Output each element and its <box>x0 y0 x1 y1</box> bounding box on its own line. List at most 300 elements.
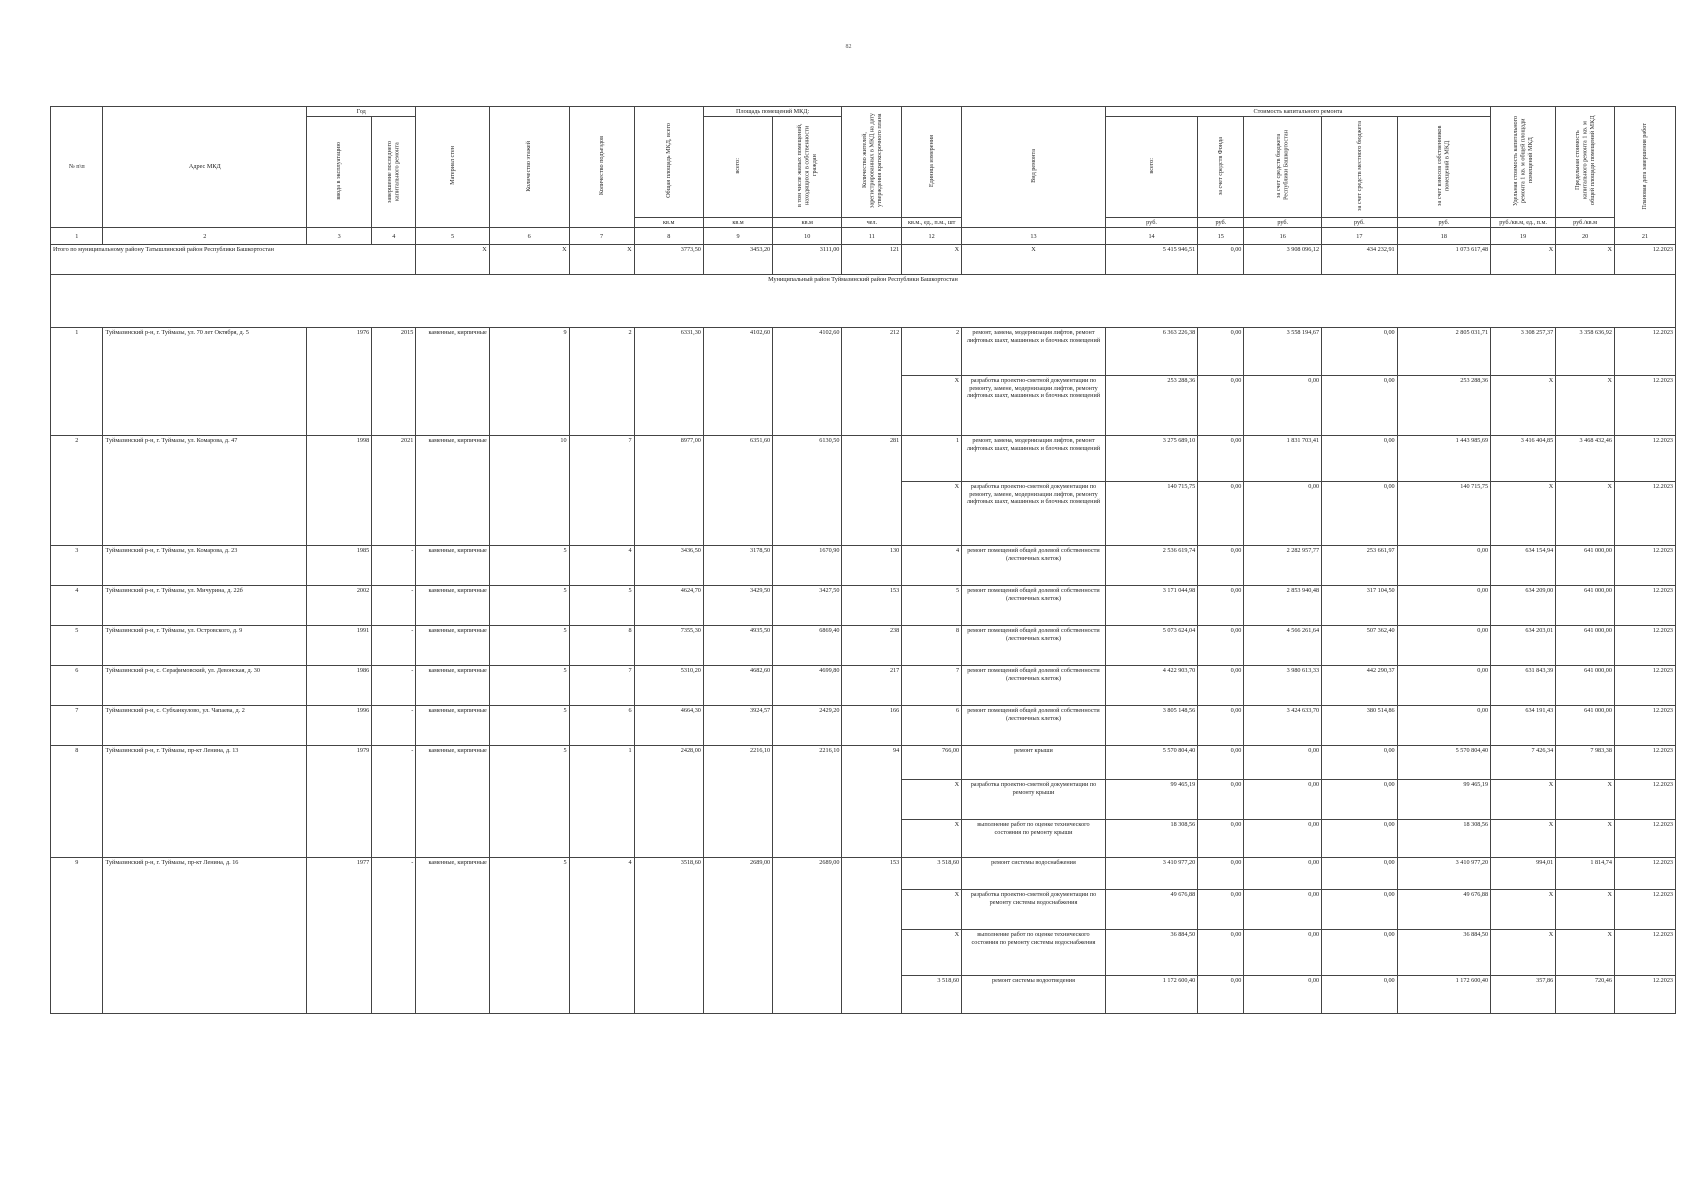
row-fund: 0,00 <box>1198 666 1244 706</box>
row-owners: 0,00 <box>1397 706 1490 746</box>
header-local: за счет средств местного бюджета <box>1322 117 1398 217</box>
row-cost-total: 36 884,50 <box>1105 930 1197 976</box>
row-area-contrib: 4102,60 <box>773 328 842 436</box>
row-area-contrib: 2689,00 <box>773 858 842 1014</box>
row-address: Туймазинский р-н, г. Туймазы, пр-кт Ленина, д. 13 <box>103 746 307 858</box>
row-entrances: 7 <box>569 436 634 546</box>
row-local: 0,00 <box>1322 780 1398 820</box>
row-wall-material: каменные, кирпичные <box>416 586 489 626</box>
row-unit-cost: 3 308 257,37 <box>1491 328 1556 376</box>
header-cost-total: всего: <box>1105 117 1197 217</box>
header-entrances: Количество подъездов <box>569 107 634 228</box>
row-limit-cost: 641 000,00 <box>1556 706 1615 746</box>
row-cost-total: 99 465,19 <box>1105 780 1197 820</box>
row-floors: 5 <box>489 626 569 666</box>
row-unit: 4 <box>902 546 962 586</box>
row-year-last-repair: - <box>372 546 416 586</box>
row-unit: 5 <box>902 586 962 626</box>
row-unit-cost: X <box>1491 930 1556 976</box>
row-republic: 2 853 940,48 <box>1244 586 1322 626</box>
row-entrances: 7 <box>569 666 634 706</box>
header-residents: Количество жителей, зарегистрированных в МКД на дату утверждения краткосрочного плана <box>842 107 902 218</box>
row-wall-material: каменные, кирпичные <box>416 546 489 586</box>
row-address: Туймазинский р-н, г. Туймазы, ул. Комарова, д. 23 <box>103 546 307 586</box>
unit-rub-owners: руб. <box>1397 217 1490 227</box>
row-limit-cost: 7 983,38 <box>1556 746 1615 780</box>
unit-rub-sqm: руб./кв.м <box>1556 217 1615 227</box>
header-unit: Единица измерения <box>902 107 962 218</box>
col-number: 5 <box>416 228 489 245</box>
row-deadline: 12.2023 <box>1614 890 1675 930</box>
row-address: Туймазинский р-н, г. Туймазы, ул. Островского, д. 9 <box>103 626 307 666</box>
row-local: 380 514,86 <box>1322 706 1398 746</box>
row-republic: 0,00 <box>1244 976 1322 1014</box>
row-unit-cost: 631 843,39 <box>1491 666 1556 706</box>
header-repair-type: Вид ремонта <box>962 107 1106 228</box>
row-republic: 4 566 261,64 <box>1244 626 1322 666</box>
table-row <box>51 666 1676 706</box>
row-floors: 5 <box>489 858 569 1014</box>
row-number: 8 <box>51 746 103 858</box>
header-premises-area: Площадь помещений МКД: <box>703 107 842 117</box>
row-republic: 0,00 <box>1244 482 1322 546</box>
row-area-all: 4935,50 <box>703 626 772 666</box>
total-area-all: 3453,20 <box>703 245 772 275</box>
row-republic: 1 831 703,41 <box>1244 436 1322 482</box>
col-number: 8 <box>634 228 703 245</box>
row-unit-cost: 634 191,43 <box>1491 706 1556 746</box>
row-residents: 238 <box>842 626 902 666</box>
row-deadline: 12.2023 <box>1614 976 1675 1014</box>
total-x: X <box>962 245 1106 275</box>
row-year-commission: 1991 <box>307 626 372 666</box>
row-local: 0,00 <box>1322 858 1398 890</box>
row-entrances: 4 <box>569 858 634 1014</box>
row-area-contrib: 6130,50 <box>773 436 842 546</box>
table-row <box>51 328 1676 376</box>
row-unit: 1 <box>902 436 962 482</box>
row-unit-cost: X <box>1491 780 1556 820</box>
total-republic: 3 908 096,12 <box>1244 245 1322 275</box>
row-area-all: 4102,60 <box>703 328 772 436</box>
header-year-commission: ввода в эксплуатацию <box>307 117 372 228</box>
table-row <box>51 706 1676 746</box>
row-owners: 0,00 <box>1397 586 1490 626</box>
row-unit: X <box>902 930 962 976</box>
row-wall-material: каменные, кирпичные <box>416 328 489 436</box>
col-number: 15 <box>1198 228 1244 245</box>
row-wall-material: каменные, кирпичные <box>416 706 489 746</box>
row-cost-total: 140 715,75 <box>1105 482 1197 546</box>
row-floors: 5 <box>489 746 569 858</box>
row-unit: 2 <box>902 328 962 376</box>
table-row <box>51 546 1676 586</box>
row-owners: 2 805 031,71 <box>1397 328 1490 376</box>
row-address: Туймазинский р-н, с. Серафимовский, ул. Девонская, д. 30 <box>103 666 307 706</box>
row-repair-type: ремонт крыши <box>962 746 1106 780</box>
row-deadline: 12.2023 <box>1614 930 1675 976</box>
row-fund: 0,00 <box>1198 328 1244 376</box>
row-repair-type: ремонт системы водоснабжения <box>962 858 1106 890</box>
header-fund: за счет средств Фонда <box>1198 117 1244 217</box>
row-entrances: 4 <box>569 546 634 586</box>
row-floors: 5 <box>489 546 569 586</box>
row-limit-cost: 641 000,00 <box>1556 626 1615 666</box>
row-residents: 153 <box>842 586 902 626</box>
column-numbers-row <box>51 228 1676 245</box>
row-deadline: 12.2023 <box>1614 746 1675 780</box>
row-repair-type: разработка проектно-сметной документации по ремонту крыши <box>962 780 1106 820</box>
row-republic: 3 424 633,70 <box>1244 706 1322 746</box>
row-fund: 0,00 <box>1198 546 1244 586</box>
header-owners: за счет взносов собственников помещений в МКД <box>1397 117 1490 217</box>
capital-repair-register <box>50 106 1676 1014</box>
header-no: № п\п <box>51 107 103 228</box>
row-owners: 99 465,19 <box>1397 780 1490 820</box>
row-limit-cost: 1 814,74 <box>1556 858 1615 890</box>
row-area-all: 3924,57 <box>703 706 772 746</box>
row-cost-total: 253 288,36 <box>1105 376 1197 436</box>
row-area-all: 6351,60 <box>703 436 772 546</box>
row-owners: 3 410 977,20 <box>1397 858 1490 890</box>
row-year-last-repair: - <box>372 858 416 1014</box>
row-year-last-repair: - <box>372 626 416 666</box>
row-unit-cost: 634 203,01 <box>1491 626 1556 666</box>
unit-rub-fund: руб. <box>1198 217 1244 227</box>
row-owners: 36 884,50 <box>1397 930 1490 976</box>
total-deadline: 12.2023 <box>1614 245 1675 275</box>
row-wall-material: каменные, кирпичные <box>416 436 489 546</box>
row-fund: 0,00 <box>1198 706 1244 746</box>
row-total-area: 6331,30 <box>634 328 703 436</box>
row-unit: 6 <box>902 706 962 746</box>
header-wall-material: Материал стен <box>416 107 489 228</box>
row-limit-cost: 3 358 636,92 <box>1556 328 1615 376</box>
row-year-commission: 1979 <box>307 746 372 858</box>
row-wall-material: каменные, кирпичные <box>416 746 489 858</box>
row-limit-cost: 641 000,00 <box>1556 546 1615 586</box>
row-unit: X <box>902 482 962 546</box>
total-owners: 1 073 617,48 <box>1397 245 1490 275</box>
row-unit-cost: 7 426,34 <box>1491 746 1556 780</box>
row-local: 0,00 <box>1322 930 1398 976</box>
row-limit-cost: X <box>1556 376 1615 436</box>
row-entrances: 5 <box>569 586 634 626</box>
row-unit-cost: 634 154,94 <box>1491 546 1556 586</box>
row-year-commission: 1977 <box>307 858 372 1014</box>
row-cost-total: 3 805 148,56 <box>1105 706 1197 746</box>
row-deadline: 12.2023 <box>1614 858 1675 890</box>
row-fund: 0,00 <box>1198 780 1244 820</box>
row-residents: 281 <box>842 436 902 546</box>
row-local: 0,00 <box>1322 482 1398 546</box>
row-owners: 18 308,56 <box>1397 820 1490 858</box>
row-local: 507 362,40 <box>1322 626 1398 666</box>
row-deadline: 12.2023 <box>1614 780 1675 820</box>
header-area-contrib: в том числе жилых помещений, находящихся в собственности граждан <box>773 117 842 217</box>
col-number: 21 <box>1614 228 1675 245</box>
col-number: 18 <box>1397 228 1490 245</box>
row-unit-cost: 3 416 404,85 <box>1491 436 1556 482</box>
row-year-commission: 1998 <box>307 436 372 546</box>
col-number: 1 <box>51 228 103 245</box>
row-republic: 0,00 <box>1244 820 1322 858</box>
row-republic: 2 282 957,77 <box>1244 546 1322 586</box>
row-unit: X <box>902 780 962 820</box>
row-republic: 0,00 <box>1244 890 1322 930</box>
row-limit-cost: 641 000,00 <box>1556 666 1615 706</box>
col-number: 11 <box>842 228 902 245</box>
table-row <box>51 436 1676 482</box>
col-number: 12 <box>902 228 962 245</box>
row-floors: 10 <box>489 436 569 546</box>
register-table <box>50 106 1676 1014</box>
row-fund: 0,00 <box>1198 482 1244 546</box>
row-floors: 5 <box>489 706 569 746</box>
row-deadline: 12.2023 <box>1614 820 1675 858</box>
row-area-all: 2689,00 <box>703 858 772 1014</box>
row-unit: X <box>902 820 962 858</box>
col-number: 13 <box>962 228 1106 245</box>
total-residents: 121 <box>842 245 902 275</box>
row-cost-total: 49 676,88 <box>1105 890 1197 930</box>
row-unit-cost: X <box>1491 482 1556 546</box>
col-number: 6 <box>489 228 569 245</box>
row-residents: 212 <box>842 328 902 436</box>
row-republic: 3 980 613,33 <box>1244 666 1322 706</box>
row-fund: 0,00 <box>1198 858 1244 890</box>
unit-rub-republic: руб. <box>1244 217 1322 227</box>
row-address: Туймазинский р-н, г. Туймазы, ул. Мичурина, д. 22б <box>103 586 307 626</box>
row-fund: 0,00 <box>1198 746 1244 780</box>
row-repair-type: ремонт помещений общей долевой собственности (лестничных клеток) <box>962 586 1106 626</box>
row-area-all: 2216,10 <box>703 746 772 858</box>
row-deadline: 12.2023 <box>1614 328 1675 376</box>
row-entrances: 6 <box>569 706 634 746</box>
col-number: 10 <box>773 228 842 245</box>
row-fund: 0,00 <box>1198 376 1244 436</box>
section-row <box>51 275 1676 328</box>
row-year-last-repair: - <box>372 746 416 858</box>
row-limit-cost: X <box>1556 482 1615 546</box>
total-area: 3773,50 <box>634 245 703 275</box>
row-number: 4 <box>51 586 103 626</box>
row-number: 6 <box>51 666 103 706</box>
row-total-area: 5310,20 <box>634 666 703 706</box>
row-fund: 0,00 <box>1198 930 1244 976</box>
row-cost-total: 3 410 977,20 <box>1105 858 1197 890</box>
unit-measure: кв.м., ед., п.м., шт <box>902 217 962 227</box>
row-cost-total: 18 308,56 <box>1105 820 1197 858</box>
row-year-commission: 1985 <box>307 546 372 586</box>
unit-rub-total: руб. <box>1105 217 1197 227</box>
total-local: 434 232,91 <box>1322 245 1398 275</box>
page-number: 82 <box>845 44 852 50</box>
row-owners: 5 570 804,40 <box>1397 746 1490 780</box>
total-x: X <box>416 245 489 275</box>
row-number: 7 <box>51 706 103 746</box>
row-deadline: 12.2023 <box>1614 546 1675 586</box>
row-republic: 0,00 <box>1244 376 1322 436</box>
row-republic: 0,00 <box>1244 930 1322 976</box>
row-fund: 0,00 <box>1198 890 1244 930</box>
row-year-commission: 2002 <box>307 586 372 626</box>
row-year-commission: 1996 <box>307 706 372 746</box>
register-body <box>51 107 1676 1014</box>
row-entrances: 8 <box>569 626 634 666</box>
row-owners: 1 172 600,40 <box>1397 976 1490 1014</box>
total-x: X <box>902 245 962 275</box>
row-residents: 217 <box>842 666 902 706</box>
header-address: Адрес МКД <box>103 107 307 228</box>
row-address: Туймазинский р-н, г. Туймазы, ул. 70 лет Октября, д. 5 <box>103 328 307 436</box>
unit-rub-per: руб./кв.м, ед., п.м. <box>1491 217 1556 227</box>
section-title: Муниципальный район Туймазинский район Республики Башкортостан <box>51 275 1676 328</box>
row-number: 1 <box>51 328 103 436</box>
header-unit-cost: Удельная стоимость капитального ремонта 1 кв. м общей площади помещений МКД <box>1491 107 1556 218</box>
col-number: 3 <box>307 228 372 245</box>
row-area-contrib: 2429,20 <box>773 706 842 746</box>
unit-sqm-total: кв.м <box>634 217 703 227</box>
row-owners: 0,00 <box>1397 626 1490 666</box>
row-fund: 0,00 <box>1198 436 1244 482</box>
row-year-last-repair: - <box>372 586 416 626</box>
col-number: 9 <box>703 228 772 245</box>
row-floors: 9 <box>489 328 569 436</box>
row-deadline: 12.2023 <box>1614 706 1675 746</box>
row-fund: 0,00 <box>1198 976 1244 1014</box>
row-owners: 1 443 985,69 <box>1397 436 1490 482</box>
row-local: 0,00 <box>1322 890 1398 930</box>
row-unit: X <box>902 890 962 930</box>
row-total-area: 4664,30 <box>634 706 703 746</box>
row-cost-total: 6 363 226,38 <box>1105 328 1197 376</box>
header-republic: за счет средств бюджета Республики Башкортостан <box>1244 117 1322 217</box>
row-residents: 94 <box>842 746 902 858</box>
row-total-area: 2428,00 <box>634 746 703 858</box>
row-local: 0,00 <box>1322 436 1398 482</box>
row-republic: 0,00 <box>1244 746 1322 780</box>
row-limit-cost: X <box>1556 890 1615 930</box>
row-deadline: 12.2023 <box>1614 666 1675 706</box>
row-total-area: 3436,50 <box>634 546 703 586</box>
row-area-all: 3429,50 <box>703 586 772 626</box>
col-number: 20 <box>1556 228 1615 245</box>
row-repair-type: ремонт системы водоотведения <box>962 976 1106 1014</box>
header-row-1 <box>51 107 1676 117</box>
row-owners: 253 288,36 <box>1397 376 1490 436</box>
row-year-last-repair: - <box>372 666 416 706</box>
row-total-area: 3518,60 <box>634 858 703 1014</box>
row-unit: 3 518,60 <box>902 858 962 890</box>
table-row <box>51 858 1676 890</box>
row-repair-type: ремонт помещений общей долевой собственности (лестничных клеток) <box>962 666 1106 706</box>
row-residents: 153 <box>842 858 902 1014</box>
row-limit-cost: 641 000,00 <box>1556 586 1615 626</box>
total-fund: 0,00 <box>1198 245 1244 275</box>
row-unit-cost: 994,01 <box>1491 858 1556 890</box>
row-repair-type: разработка проектно-сметной документации по ремонту, замене, модернизации лифтов, ремонту лифтовых шахт, машинных и блочных помещений <box>962 482 1106 546</box>
row-repair-type: ремонт помещений общей долевой собственности (лестничных клеток) <box>962 626 1106 666</box>
row-wall-material: каменные, кирпичные <box>416 666 489 706</box>
row-cost-total: 4 422 903,70 <box>1105 666 1197 706</box>
unit-rub-local: руб. <box>1322 217 1398 227</box>
row-repair-type: выполнение работ по оценке технического состояния по ремонту системы водоснабжения <box>962 930 1106 976</box>
row-deadline: 12.2023 <box>1614 436 1675 482</box>
total-x: X <box>1556 245 1615 275</box>
row-local: 0,00 <box>1322 976 1398 1014</box>
row-limit-cost: X <box>1556 930 1615 976</box>
total-cost: 5 415 946,51 <box>1105 245 1197 275</box>
row-entrances: 1 <box>569 746 634 858</box>
row-repair-type: ремонт, замена, модернизация лифтов, ремонт лифтовых шахт, машинных и блочных помещений <box>962 436 1106 482</box>
row-entrances: 2 <box>569 328 634 436</box>
unit-sqm-all: кв.м <box>703 217 772 227</box>
row-total-area: 4624,70 <box>634 586 703 626</box>
row-repair-type: выполнение работ по оценке технического состояния по ремонту крыши <box>962 820 1106 858</box>
row-area-contrib: 3427,50 <box>773 586 842 626</box>
row-cost-total: 1 172 600,40 <box>1105 976 1197 1014</box>
row-owners: 0,00 <box>1397 666 1490 706</box>
row-number: 2 <box>51 436 103 546</box>
row-limit-cost: X <box>1556 780 1615 820</box>
col-number: 2 <box>103 228 307 245</box>
row-local: 317 104,50 <box>1322 586 1398 626</box>
table-row <box>51 746 1676 780</box>
row-republic: 0,00 <box>1244 780 1322 820</box>
row-unit: X <box>902 376 962 436</box>
row-repair-type: разработка проектно-сметной документации по ремонту, замене, модернизации лифтов, ремонту лифтовых шахт, машинных и блочных помещений <box>962 376 1106 436</box>
row-cost-total: 3 275 689,10 <box>1105 436 1197 482</box>
row-year-last-repair: - <box>372 706 416 746</box>
row-local: 442 290,37 <box>1322 666 1398 706</box>
row-fund: 0,00 <box>1198 586 1244 626</box>
row-area-all: 3178,50 <box>703 546 772 586</box>
total-x: X <box>1491 245 1556 275</box>
row-residents: 166 <box>842 706 902 746</box>
total-x: X <box>489 245 569 275</box>
row-unit: 3 518,60 <box>902 976 962 1014</box>
total-x: X <box>569 245 634 275</box>
row-unit: 7 <box>902 666 962 706</box>
row-limit-cost: 3 468 432,46 <box>1556 436 1615 482</box>
row-cost-total: 3 171 044,98 <box>1105 586 1197 626</box>
row-total-area: 8977,00 <box>634 436 703 546</box>
row-unit-cost: 634 209,00 <box>1491 586 1556 626</box>
row-unit: 8 <box>902 626 962 666</box>
row-unit-cost: 357,86 <box>1491 976 1556 1014</box>
row-deadline: 12.2023 <box>1614 482 1675 546</box>
row-deadline: 12.2023 <box>1614 376 1675 436</box>
total-label: Итого по муниципальному району Татышлинский район Республики Башкортостан <box>51 245 416 275</box>
row-address: Туймазинский р-н, г. Туймазы, ул. Комарова, д. 47 <box>103 436 307 546</box>
row-republic: 3 558 194,67 <box>1244 328 1322 376</box>
col-number: 16 <box>1244 228 1322 245</box>
row-local: 0,00 <box>1322 376 1398 436</box>
row-wall-material: каменные, кирпичные <box>416 858 489 1014</box>
row-fund: 0,00 <box>1198 820 1244 858</box>
row-local: 253 661,97 <box>1322 546 1398 586</box>
header-limit-cost: Предельная стоимость капитального ремонта 1 кв. м общей площади помещений МКД <box>1556 107 1615 218</box>
header-total-area: Общая площадь МКД, всего <box>634 107 703 218</box>
row-number: 5 <box>51 626 103 666</box>
row-limit-cost: X <box>1556 820 1615 858</box>
unit-sqm-contrib: кв.м <box>773 217 842 227</box>
col-number: 7 <box>569 228 634 245</box>
row-year-commission: 1976 <box>307 328 372 436</box>
header-deadline: Плановая дата завершения работ <box>1614 107 1675 228</box>
row-cost-total: 5 073 624,04 <box>1105 626 1197 666</box>
